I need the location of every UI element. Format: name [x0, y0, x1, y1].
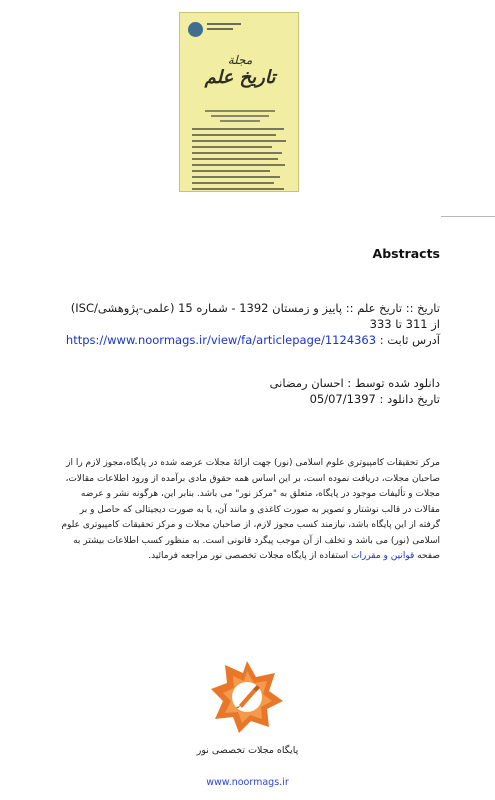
- divider-top: [441, 216, 495, 217]
- terms-link[interactable]: قوانین و مقررات: [351, 551, 415, 561]
- downloaded-by: دانلود شده توسط : احسان رمضانی: [269, 376, 440, 390]
- copyright-notice: [60, 456, 440, 565]
- site-url-link[interactable]: www.noormags.ir: [206, 777, 289, 788]
- notice-text: مرکز تحقیقات کامپیوتری علوم اسلامی (نور) جهت ارائهٔ مجلات عرضه شده در پایگاه،مجوز لازم را از صاحبان مجلات، دریافت نموده است، بر این اساس همه حقوق مادی برآمده از ورود اطلاعات مقالات، مجلات و تألیفات موجود در پایگاه، متعلق به "مرکز نور" می باشد. بنابر این، هرگونه نشر و عرضه مقالات در قالب نوشتار و تصویر به صورت کاغذی و مانند آن، یا به صورت دیجیتالی که حاصل و بر گرفته از این پایگاه باشد، نیازمند کسب مجوز لازم، از صاحبان مجلات و مرکز تحقیقات کامپیوتری علوم اسلامی (نور) می باشد و تخلف از آن موجب پیگرد قانونی است. به منظور کسب اطلاعات بیشتر به صفحه: [61, 458, 440, 561]
- article-pages-line: از 311 تا 333: [369, 317, 440, 331]
- university-seal-icon: [188, 22, 203, 37]
- cover-subtitle: مجلة: [227, 53, 253, 67]
- noormags-logo-icon: [209, 659, 285, 735]
- notice-text-end: استفاده از پایگاه مجلات تخصصی نور مراجعه فرمائید.: [148, 551, 349, 561]
- cover-title: تاريخ علم: [204, 67, 276, 88]
- site-name: پایگاه مجلات تخصصی نور: [196, 745, 299, 756]
- publisher-text-lines: [207, 23, 241, 33]
- abstracts-heading: Abstracts: [372, 246, 440, 261]
- article-info: [60, 300, 440, 348]
- article-source-line: تاریخ :: تاریخ علم :: پاییز و زمستان 1392 - شماره 15 (علمی-پژوهشی/ISC): [70, 301, 440, 315]
- download-date: تاریخ دانلود : 05/07/1397: [309, 392, 440, 406]
- address-label: آدرس ثابت :: [379, 333, 440, 347]
- cover-contents-lines: [192, 128, 288, 192]
- journal-cover-image: [179, 12, 299, 192]
- article-address-line: [60, 332, 440, 348]
- article-permalink[interactable]: https://www.noormags.ir/view/fa/articlepage/1124363: [65, 333, 377, 347]
- cover-subtitle-lines: [200, 110, 280, 125]
- download-info: [60, 375, 440, 407]
